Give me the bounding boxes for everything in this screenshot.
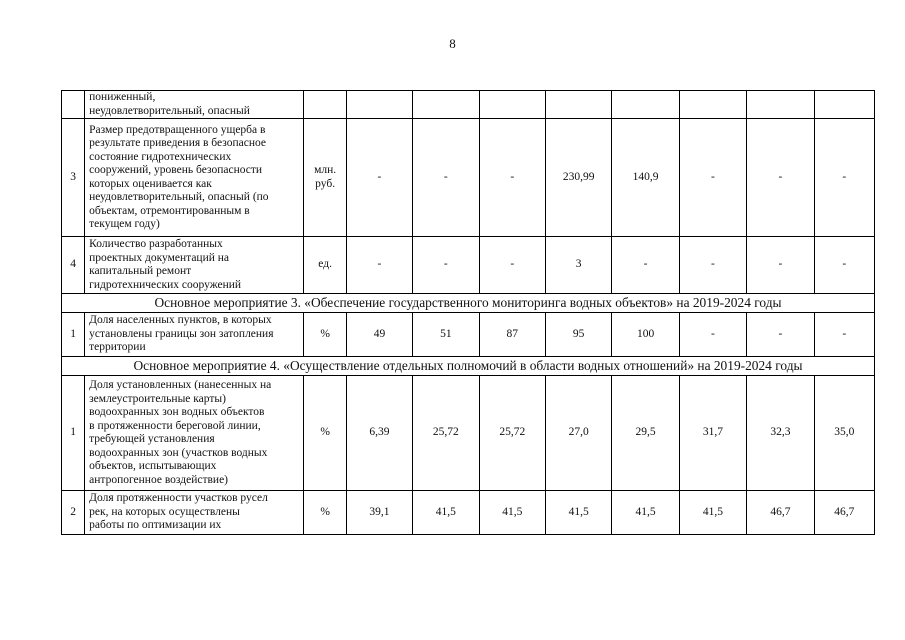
- description-line: работы по оптимизации их: [89, 519, 222, 532]
- indicator-description: [85, 237, 304, 294]
- value-cell: [679, 91, 746, 119]
- value-cell: 46,7: [814, 491, 874, 535]
- description-line: антропогенное воздействие): [89, 473, 229, 486]
- table-row: [62, 119, 875, 237]
- indicator-description: [85, 376, 304, 491]
- row-number: 4: [62, 237, 85, 294]
- description-line: Количество разработанных: [89, 238, 223, 250]
- description-line: Доля установленных (нанесенных на: [89, 379, 272, 391]
- description-line: в протяженности береговой линии,: [89, 419, 261, 432]
- value-cell: -: [814, 313, 874, 357]
- description-line: состояние гидротехнических: [89, 150, 232, 163]
- row-number: 1: [62, 376, 85, 491]
- indicator-description: [85, 313, 304, 357]
- value-cell: -: [679, 237, 746, 294]
- value-cell: 51: [413, 313, 479, 357]
- value-cell: 32,3: [747, 376, 814, 491]
- value-cell: -: [413, 237, 479, 294]
- page-number: 8: [449, 36, 456, 51]
- value-cell: 31,7: [679, 376, 746, 491]
- unit-cell: %: [304, 313, 346, 357]
- description-line: территории: [89, 341, 146, 354]
- unit-cell: %: [304, 376, 346, 491]
- section-title: Основное мероприятие 4. «Осуществление отдельных полномочий в области водных отношений» на 2019-2024 годы: [62, 357, 875, 376]
- value-cell: -: [747, 237, 814, 294]
- row-number: [62, 91, 85, 119]
- value-cell: [346, 91, 412, 119]
- description-line: водоохранных зон водных объектов: [89, 406, 265, 418]
- value-cell: 41,5: [545, 491, 611, 535]
- value-cell: -: [814, 237, 874, 294]
- section-title: Основное мероприятие 3. «Обеспечение государственного мониторинга водных объектов» на 2019-2024 годы: [62, 294, 875, 313]
- unit-cell: ед.: [304, 237, 346, 294]
- description-line: землеустроительные карты): [89, 392, 226, 405]
- description-line: требующей установления: [89, 433, 215, 445]
- value-cell: -: [346, 237, 412, 294]
- value-cell: 230,99: [545, 119, 611, 237]
- row-number: 1: [62, 313, 85, 357]
- description-line: неудовлетворительный, опасный (по: [89, 191, 269, 203]
- value-cell: 41,5: [413, 491, 479, 535]
- value-cell: [612, 91, 679, 119]
- value-cell: 29,5: [612, 376, 679, 491]
- indicator-description: [85, 491, 304, 535]
- value-cell: -: [479, 119, 545, 237]
- description-line: установлены границы зон затопления: [89, 327, 274, 340]
- description-line: водоохранных зон (участков водных: [89, 446, 268, 459]
- value-cell: -: [747, 119, 814, 237]
- value-cell: -: [747, 313, 814, 357]
- description-line: которых оценивается как: [89, 177, 212, 190]
- indicator-description: [85, 119, 304, 237]
- table-row: [62, 491, 875, 535]
- value-cell: [413, 91, 479, 119]
- value-cell: 27,0: [545, 376, 611, 491]
- unit-cell: млн. руб.: [304, 119, 346, 237]
- value-cell: 49: [346, 313, 412, 357]
- description-line: результате приведения в безопасное: [89, 137, 266, 149]
- value-cell: -: [612, 237, 679, 294]
- description-line: неудовлетворительный, опасный: [89, 104, 250, 117]
- table-row: [62, 376, 875, 491]
- value-cell: 95: [545, 313, 611, 357]
- value-cell: 39,1: [346, 491, 412, 535]
- value-cell: 41,5: [679, 491, 746, 535]
- table-row: [62, 237, 875, 294]
- section-row: [62, 294, 875, 313]
- description-line: Доля протяженности участков русел: [89, 492, 268, 505]
- value-cell: 100: [612, 313, 679, 357]
- value-cell: [814, 91, 874, 119]
- value-cell: 35,0: [814, 376, 874, 491]
- description-line: рек, на которых осуществлены: [89, 505, 240, 518]
- value-cell: [545, 91, 611, 119]
- value-cell: 87: [479, 313, 545, 357]
- value-cell: -: [679, 313, 746, 357]
- value-cell: -: [814, 119, 874, 237]
- value-cell: 41,5: [479, 491, 545, 535]
- indicator-description: [85, 91, 304, 119]
- indicators-table: [61, 90, 875, 535]
- value-cell: [747, 91, 814, 119]
- section-row: [62, 357, 875, 376]
- value-cell: -: [346, 119, 412, 237]
- description-line: капитальный ремонт: [89, 265, 192, 277]
- description-line: объектам, отремонтированным в: [89, 204, 250, 217]
- value-cell: 3: [545, 237, 611, 294]
- description-line: Доля населенных пунктов, в которых: [89, 314, 272, 327]
- value-cell: 41,5: [612, 491, 679, 535]
- table-row: [62, 313, 875, 357]
- description-line: гидротехнических сооружений: [89, 278, 242, 291]
- value-cell: 25,72: [479, 376, 545, 491]
- description-line: проектных документаций на: [89, 251, 230, 264]
- value-cell: 46,7: [747, 491, 814, 535]
- table-body: [62, 91, 875, 535]
- table-row: [62, 91, 875, 119]
- value-cell: [479, 91, 545, 119]
- unit-cell: %: [304, 491, 346, 535]
- value-cell: -: [413, 119, 479, 237]
- value-cell: -: [679, 119, 746, 237]
- value-cell: 140,9: [612, 119, 679, 237]
- description-line: сооружений, уровень безопасности: [89, 164, 263, 176]
- description-line: пониженный,: [89, 91, 156, 103]
- value-cell: -: [479, 237, 545, 294]
- description-line: текущем году): [89, 218, 160, 230]
- row-number: 2: [62, 491, 85, 535]
- unit-cell: [304, 91, 346, 119]
- description-line: Размер предотвращенного ущерба в: [89, 123, 266, 136]
- description-line: объектов, испытывающих: [89, 460, 217, 472]
- value-cell: 6,39: [346, 376, 412, 491]
- value-cell: 25,72: [413, 376, 479, 491]
- row-number: 3: [62, 119, 85, 237]
